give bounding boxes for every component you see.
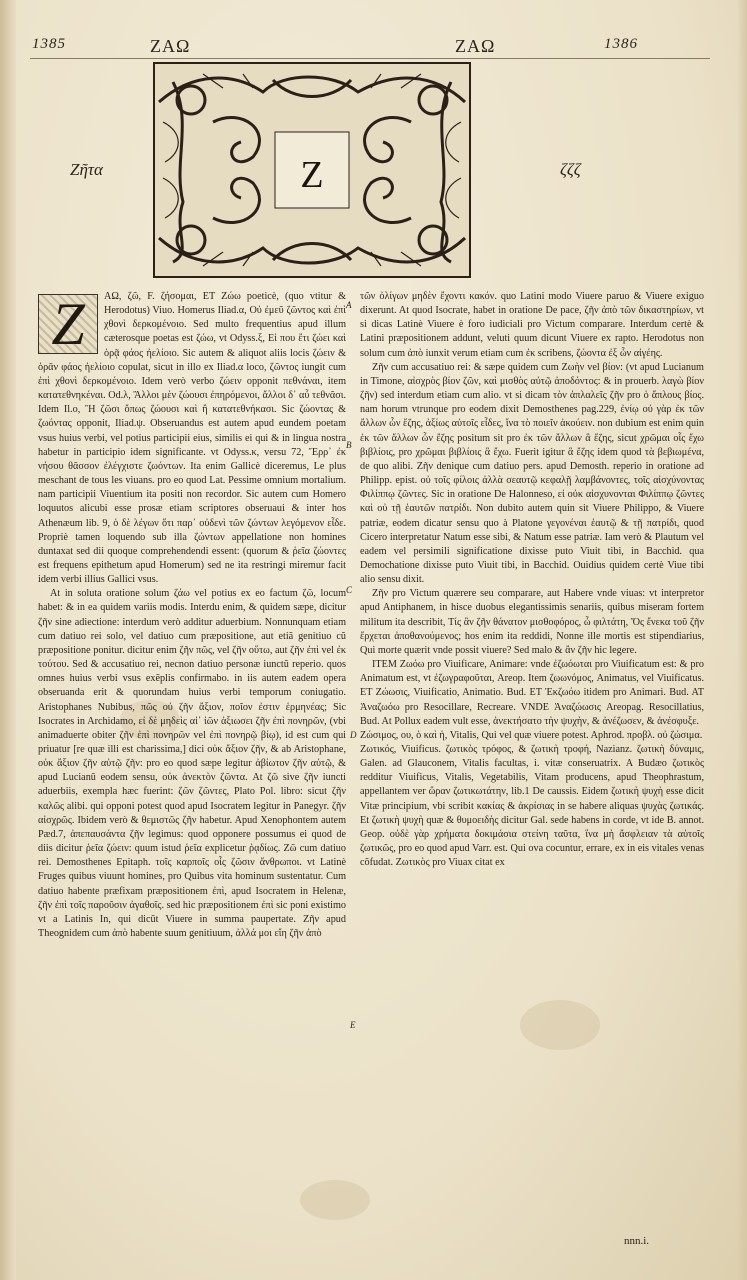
- entry-paragraph: AΩ, ζῶ, F. ζήσομαι, ET Ζώω poeticè, (quo vtitur & Herodotus) Viuo. Homerus Iliad.α, Οὐ ἐμεῦ ζῶντος καὶ ἐπὶ χθονὶ δερκομένοιο. Sed multo frequentius apud illum cæterosque poetas est ζώω, vt Odyss.ξ, Εἰ που ἔτι ζώει καὶ ὁρᾷ φάος ἠελίοιο. Sic autem & aliquot aliis locis ζώειν & ὁρᾶν φάος ἠελίοιο copulat, sicut in illo ex Iliad.α loco, ζῶντος iungit cum ἐπὶ χθονὶ δερκομένοιο. Idem verò verbo ζώειν opponit πεθνάναι, item κατατεθνηκέναι. Od.λ, Ἄλλοι μὲν ζώουσι ἐπηρόμενοι, ἄλλοι δ᾽ αὖ τεθνᾶσι. Idem Il.ο, Ἢ ζῶσι ὄπως ζώουσι καὶ ἢ κατατεθνήκασι. Sic ζώοντας & ζωόντας opponit, Iliad.ψ. Obseruandus est autem apud eundem poetam vsus huius verbi, vel potius participii eius, similis ei qui & in lingua nostra habetur in participio idem significante. vt Odyss.κ, versu 72, Ἔρρ᾽ ἐκ νήσου θᾶσσον ἐλέγχιστε ζωόντων. Ita enim Gallicè diceremus, Le plus meschant de tous les viuans. pro eo quod Lat. Pessime omnium mortalium. nam participii Viuentium ita positi non recordor. Sic autem cum Homero loquutos alicubi esse prosæ etiam scriptores obseruaui & inter hos Athenæum lib. 9, ὁ δὲ λέγων ὅτι παρ᾽ οὐδενὶ τῶν ζώντων λεγόμενον εἶδε. Propriè tamen loquendo sub illa ζώντων appellatione non homines duntaxat sed dii quoque comprehendendi essent: (quorum & ῥεῖα ζώοντες est frequens epithetum apud Homerum) sed ne ita restringi miremur facit idem verbi illius Gallici vsus.: [38, 291, 346, 586]
- page-number-right: 1386: [604, 36, 638, 52]
- margin-letter: B: [346, 440, 352, 450]
- right-column: [360, 290, 704, 870]
- margin-letter: C: [346, 585, 353, 595]
- letter-name-greek: Ζῆτα: [70, 160, 103, 179]
- ornamental-woodcut: [153, 62, 471, 278]
- signature-mark: nnn.i.: [624, 1235, 650, 1247]
- entry-paragraph: ITEM Ζωόω pro Viuificare, Animare: vnde ἐζωόωται pro Viuificatum est: & pro Animatum est, vt ἐζωγραφοῦται, Areop. Item ζωωνόμος, Animatus, vel Viuificatus. ET Ζώωσις, Viuificatio, Animatio. Bud. ET Ἐκζωόω itidem pro Animari. Bud. AT Ἀναζωόω pro Resocillare, Recreare. VNDE Ἀναζώωσις Areopag. Resocillatius, Bud. At Pollux eadem vult esse, ἀνεκτήσατο τὴν ψυχὴν, & ἀνέζωσεν, & ἀνέσφυξε.: [360, 659, 704, 727]
- header-rule: [30, 58, 710, 59]
- running-head-right: ΖΑΩ: [455, 36, 496, 56]
- foxing-stain: [300, 1180, 370, 1220]
- left-column: [38, 290, 346, 941]
- entry-paragraph: Ζώσιμος, ου, ὁ καὶ ἡ, Vitalis, Qui vel quæ viuere potest. Aphrod. προβλ. οὐ ζώσιμα.: [360, 729, 703, 741]
- ornament-letter: Z: [300, 154, 324, 196]
- margin-letter: A: [346, 300, 352, 310]
- page-edge: [737, 0, 747, 1280]
- entry-paragraph: τῶν ὀλίγων μηδὲν ἔχοντι κακόν. quo Latini modo Viuere paruo & Viuere exiguo dixerunt. At quod Isocrate, habet in oratione De pace, ζῆν ἀπὸ τῶν δικαστηρίων, vt si dicas Latinè Viuere è foro iudiciali pro Victum comparare. Interdum certè & Latini præpositionem addunt, veluti quum dicunt Viuere ex rapto. Herodotus non solum cum ἀπὸ iunxit verum etiam cum ἐκ scribens, ζώοντα ἐξ ὧν αἰγέης.: [360, 291, 704, 359]
- entry-paragraph: Ζωτικός, Viuificus. ζωτικὸς τρόφος, & ζωτικὴ τροφή, Nazianz. ζωτικὴ δύναμις, Galen. ad Glauconem, Vitalis facultas, i. vitæ conseruatrix. A Budæo ζωτικὸς redditur Viuificus, Vitalis, Vegetabilis, Vitam producens, apud Theophrastum, appellantem ver ὥραν ζωτικωτάτην, lib.1 De caussis. Eidem ζωτικὴ ψυχὴ esse dicit Vitæ principium, vbi scribit κακίας & ἀκρίσιας in se habere aliquas ψυχὰς ζωτικάς. Et ζωτικὴ ψυχὴ quæ & θυμοειδὴς dicitur Gal. sede habens in corde, vt ide B. annot. Geop. οὐδὲ γὰρ χρήματα δοκιμάσια στείνη ταῦτα, ἵνα μὴ ἄσφλειαν τὰ αὐτοῖς ζωτικῶς, pro eo quod apud Varr. est. Qui ova cocuntur, errare, ex in eis vitales venas cõfudat. Ζωτικὸς pro Viuax citat ex: [360, 744, 704, 869]
- entry-paragraph: Ζῆν cum accusatiuo rei: & sæpe quidem cum Ζωὴν vel βίον: (vt apud Lucianum in Timone, αἰσχρὸς βίον ζῶν, καὶ μισθὸς αὐτῷ ἀποδόντος: & in prouerb. λαγὼ βίον ζῆν) sed interdum etiam cum alio. vt si dicam τὸν ἀπλαλεῖς ζῆν pro ὁ ἄπλους βίος. nam horum vtrunque pro eodem dixit Demosthenes pag.229, ἐνίῳ οὐ γὰρ ἐκ τῶν ἄλλων ὧν ἔζης, ἀξίως αὐτοῖς εἶδες, ἵνα τὸ ποιεῖν ἀκούειν. non dubium est enim quin ἐκ τῶν ἄλλων ὧν ἔζης positum sit pro ἐκ τῶν ἄλλων ἃ ἔζης, sicut χρῶμαι οἷς ἔχω βιβλίοις, pro χρῶμαι βιβλίοις ἃ ἔχω. Fuerit igitur ἃ ἔζης idem quod τὰ βεβιωμένα, de quo alibi. Ζῆν denique cum datiuo pers. apud Demosth. reperio in oratione ad Philipp. epist. οὐ τοῖς φίλοις ἀλλὰ σεαυτῷ κεφαλῇ λαμβάνοντες, τοῖς αἰσχύνοντας Φιλίππῳ ζῶντες. Sic in oratione De Halonneso, εἰ οὐκ αἰσχυνονται Φιλίππῳ ζῶντες καὶ οὐ τῇ ἑαυτῶν πατρίδι. Non dubito autem quin sit Viuere Philippo, & Viuere patriæ, eodem dicatur sensu quo à Platone γεγονέναι ἑαυτῷ & τῇ πατρίδι, quod Cicero interpretatur Natum esse sibi, & Natum esse patriæ. Iam verò & Plautum vel eadem vel persimili significatione dixisse puto Viuit tibi, in Bacchid. qua Demochatione dixisse puto Viuit tibi, in Bacchid. Ouidius quidem certè Viue tibi alio sensu dixit.: [360, 361, 704, 586]
- margin-letter: E: [350, 1020, 356, 1030]
- entry-paragraph: Ζῆν pro Victum quærere seu comparare, aut Habere vnde viuas: vt interpretor apud Antiphanem, in hisce duobus elegantissimis senariis, quibus miseram fortem militum ita describit, Τίς ἂν ζῆν θάνατον μισθοφόρος, ὦ φιλτάτη, Ὅς ἕνεκα τοῦ ζῆν ἔρχεται ἀποθανούμενος; hos enim ita reddidi, Nonne ille mortis est stipendiarius, Qui morte quærit vnde possit viuere? Sed malo & ἂν ζῆν hic legere.: [360, 588, 704, 656]
- foxing-stain: [520, 1000, 600, 1050]
- decorated-initial: Z: [38, 294, 98, 354]
- entry-paragraph: At in soluta oratione solum ζάω vel potius ex eo factum ζῶ, locum habet: & in ea quidem variis modis. Interdu enim, & quidem sæpe, dicitur ζῆν sine adiectione: interdum verò additur aduerbium. Nonnunquam etiam cum datiuo rei solo, vel datiuo cum præpositione, aut etiã genitiuo cũ præpositione ponitur. dicitur enim ζῆν πῶς, vel ζῆν οὕτω, aut ζῆν ἐπὶ vel ἐκ τούτου. Sed & accusatiuo rei, necnon datiuo personæ iunctũ reperio. quos omnes huius verbi vsus exẽplis confirmabo. in iis autem eadem opera obseruanda erit & quorundam huius verbi temporum coniugatio. Aristophanes Nubibus, πῶς οὐ ζῆν ἄξιον, ποῖον ἐστιν ἑρμηνέας; Sic Isocrates in Archidamo, εἰ δὲ μηδεὶς αἰ᾽ ἰῶν ἀξιωσει ζῆν ἐπὶ πονηρῶν, (vbi animaduerte obiter ζῆν ἐπὶ πονηρῶν vel ἐπὶ πονηρῷ βίῳ), id est cum qui priuatur [re quæ illi est charissima,] dici οὐκ ἄξιον ζῆν, & ab Aristophane, οὐκ ἄξιον ζῆν αὐτῷ ζῆν: pro eo quod sæpe legitur ἀβίωτον ζῆν αὐτῷ, & apud Lucianũ eodem sensu, οὐκ ἀνεκτὸν ζῶντα. At ζῶ sive ζῆν iuncti aduerbiis, exempla hæc fuerint: ζῶν ζῶντες, Plato Pol. libro: sicut ζῆν καλῶς alibi. qui opponi potest quod apud Isocratem legitur in Panegyr. ζῆν αἰσχρῶς. Ibidem verò & θεμιστῶς ζῆν habetur. Apud Xenophontem autem Pæd.7, ἀπεπαυσάντα ζῆν legimus: quod opponere possumus ei quod de diis dicitur ῥεῖα ζώειν: quum istud ῥεῖα explicetur ῥᾳδίως. Ζῶ cum datiuo rei. Demosthenes Epitaph. τοῖς καρποῖς οἷς ζῶσιν ἄνθρωποι. vt Latinè Fruges quibus viuunt homines, pro Quibus vita hominum sustentatur. Cum datiuo habente præfixam præpositionem ἐπὶ, apud Isocratem in Helenæ, ζῆν ἐπὶ τοῖς παροῦσιν ἀγαθοῖς. sed hic præpositionem ἐπὶ sic poni existimo vt a Latinis In, qui dicũt Viuere in summa paupertate. Ζῆν apud Theognidem cum ἀπὸ habente suum genitiuum, ἀλλά μοι εἴη ζῆν ἀπὸ: [38, 588, 346, 940]
- margin-letter: D: [350, 730, 357, 740]
- binding-shadow: [0, 0, 16, 1280]
- running-head-left: ΖΑΩ: [150, 36, 191, 56]
- page-number-left: 1385: [32, 36, 66, 52]
- letter-forms: ζζζ: [560, 160, 581, 179]
